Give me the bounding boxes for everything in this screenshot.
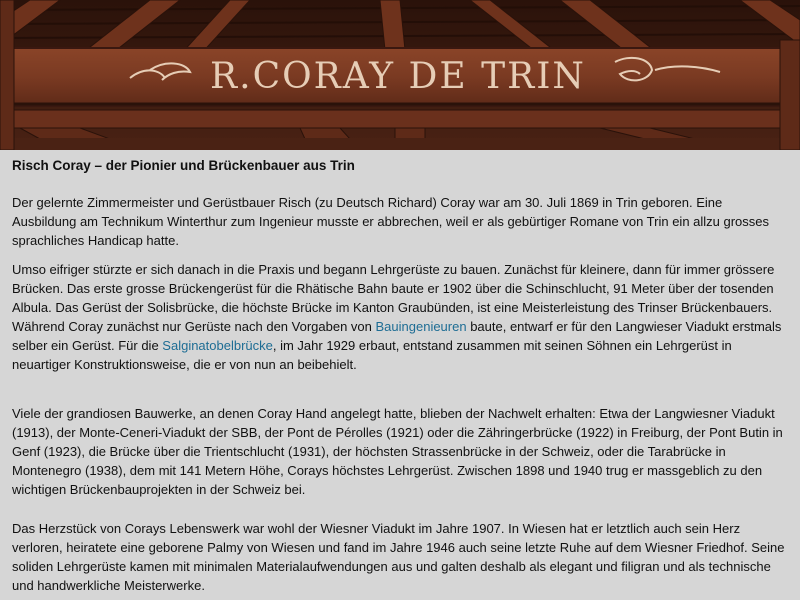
link-salginatobelbruecke[interactable]: Salginatobelbrücke <box>162 338 273 353</box>
header-image <box>0 0 800 150</box>
paragraph-2-text-a: Umso eifriger stürzte er sich danach in die Praxis und begann Lehrgerüste zu bauen. Zunächst für kleinere, dann für immer grössere Brücken. Das erste grosse Brückengerüst für die Rhätische Bahn baute er 1902 über die Schinschlucht, 91 Meter über der tosenden Albula. Das Gerüst der Solisbrücke, die höchste Brücke im Kanton Graubünden, ist eine Meisterleistung des Trinser Brückenbauers. Während Coray zunächst nur Gerüste nach den Vorgaben von <box>12 262 775 334</box>
article <box>0 150 800 600</box>
article-title: Risch Coray – der Pionier und Brückenbauer aus Trin <box>12 158 355 173</box>
carved-beam-photo <box>0 0 800 150</box>
link-bauingenieuren[interactable]: Bauingenieuren <box>375 319 467 334</box>
paragraph-4: Das Herzstück von Corays Lebenswerk war wohl der Wiesner Viadukt im Jahre 1907. In Wiesen hat er letztlich auch sein Herz verloren, heiratete eine geborene Palmy von Wiesen und fand im Jahre 1946 auch seine letzte Ruhe auf dem Wiesner Friedhof. Seine soliden Lehrgerüste kamen mit minimalen Materialaufwendungen aus und galten deshalb als elegant und filigran und als technische und handwerkliche Meisterwerke. <box>12 521 785 593</box>
paragraph-2 <box>12 260 788 374</box>
carved-inscription: R.CORAY DE TRIN <box>210 56 586 97</box>
paragraph-1: Der gelernte Zimmermeister und Gerüstbauer Risch (zu Deutsch Richard) Coray war am 30. Juli 1869 in Trin geboren. Eine Ausbildung am Technikum Winterthur zum Ingenieur musste er abbrechen, weil er als gebürtiger Romane von Trin ein allzu grosses sprachliches Handicap hatte. <box>12 195 770 248</box>
paragraph-3: Viele der grandiosen Bauwerke, an denen Coray Hand angelegt hatte, blieben der Nachwelt erhalten: Etwa der Langwiesner Viadukt (1913), der Monte-Ceneri-Viadukt der SBB, der Pont de Pérolles (1921) oder die Zähringerbrücke (1922) in Freiburg, der Pont Butin in Genf (1923), die Brücke über die Trientschlucht (1931), der höchsten Strassenbrücke in der Schweiz, oder die Tarabrücke in Montenegro (1938), dem mit 141 Metern Höhe, Corays höchstes Lehrgerüst. Zwischen 1898 und 1940 trug er massgeblich zu den wichtigen Brückenbauprojekten in der Schweiz bei. <box>12 406 783 497</box>
paragraph-2-text-c: , im Jahr 1929 erbaut, entstand zusammen mit seinen Söhnen ein Lehrgerüst in neuartiger Konstruktionsweise, die er von nun an beibehielt. <box>12 338 732 372</box>
paragraph-2-text-b: baute, entwarf er für den Langwieser Viadukt erstmals selber ein Gerüst. Für die <box>12 319 782 353</box>
